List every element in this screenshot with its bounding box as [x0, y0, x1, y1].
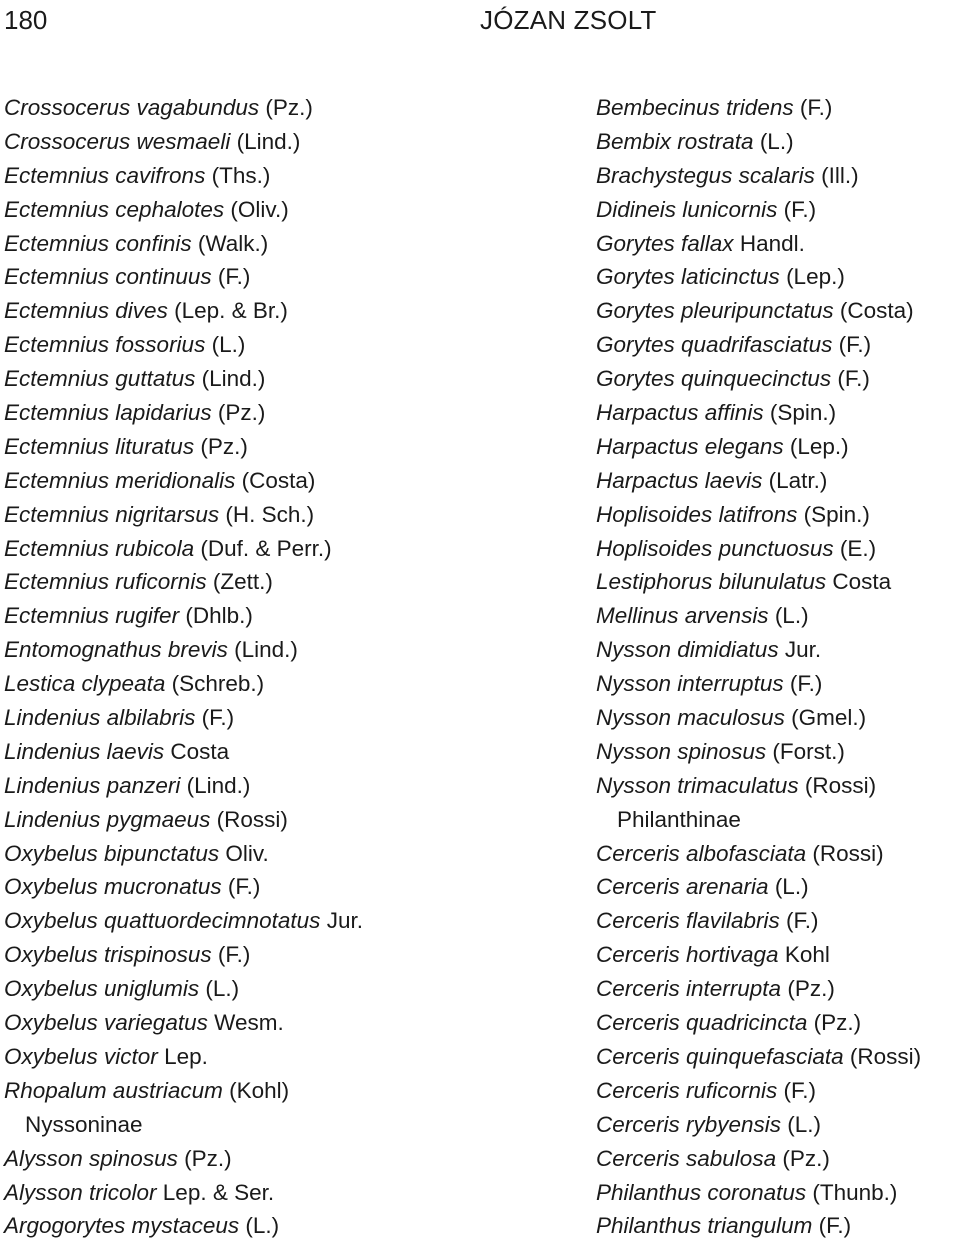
species-entry	[596, 870, 960, 904]
species-entry	[596, 498, 960, 532]
species-author: (Thunb.)	[806, 1179, 898, 1205]
species-author: (Lind.)	[180, 772, 251, 798]
species-entry	[4, 803, 564, 837]
species-entry	[596, 294, 960, 328]
species-entry	[596, 904, 960, 938]
species-author: (Lind.)	[195, 366, 266, 392]
species-author: Oliv.	[219, 840, 269, 866]
species-author: (F.)	[777, 196, 817, 222]
species-entry	[596, 633, 960, 667]
species-entry	[4, 837, 564, 871]
species-name: Oxybelus uniglumis	[4, 976, 200, 1002]
species-author: (L.)	[781, 1111, 822, 1137]
species-name: Gorytes pleuripunctatus	[596, 298, 834, 324]
species-entry	[596, 972, 960, 1006]
species-name: Ectemnius fossorius	[4, 332, 206, 358]
species-entry	[596, 1006, 960, 1040]
species-name: Argogorytes mystaceus	[4, 1213, 240, 1239]
species-author: (L.)	[205, 332, 246, 358]
species-author: Handl.	[733, 230, 805, 256]
species-name: Nysson trimaculatus	[596, 772, 799, 798]
species-name: Hoplisoides latifrons	[596, 501, 798, 527]
species-entry	[4, 125, 564, 159]
species-name: Oxybelus victor	[4, 1043, 158, 1069]
species-name: Cerceris arenaria	[596, 874, 769, 900]
species-entry	[4, 769, 564, 803]
species-entry	[596, 599, 960, 633]
species-author: (F.)	[783, 671, 823, 697]
species-author: (Pz.)	[211, 400, 266, 426]
species-entry	[4, 159, 564, 193]
species-entry	[4, 1006, 564, 1040]
species-author: Costa	[164, 738, 230, 764]
species-author: (Pz.)	[177, 1145, 232, 1171]
species-author: (F.)	[211, 942, 251, 968]
species-name: Nysson dimidiatus	[596, 637, 779, 663]
species-name: Cerceris sabulosa	[596, 1145, 777, 1171]
species-author: Lep. & Ser.	[156, 1179, 275, 1205]
species-name: Ectemnius lituratus	[4, 433, 195, 459]
species-name: Oxybelus variegatus	[4, 1010, 208, 1036]
species-name: Harpactus laevis	[596, 467, 763, 493]
species-entry	[4, 1209, 564, 1243]
species-author: Kohl	[778, 942, 830, 968]
species-entry	[596, 328, 960, 362]
species-author: (Rossi)	[798, 772, 877, 798]
species-entry	[4, 904, 564, 938]
species-name: Rhopalum austriacum	[4, 1077, 223, 1103]
species-entry	[596, 1142, 960, 1176]
species-entry	[596, 769, 960, 803]
species-entry	[4, 1176, 564, 1210]
species-name: Lestica clypeata	[4, 671, 166, 697]
species-entry	[4, 193, 564, 227]
species-name: Ectemnius rubicola	[4, 535, 195, 561]
species-author: (Rossi)	[806, 840, 884, 866]
species-name: Cerceris quinquefasciata	[596, 1043, 844, 1069]
species-entry	[596, 1176, 960, 1210]
species-name: Didineis lunicornis	[596, 196, 778, 222]
species-author: (Lep.)	[779, 264, 845, 290]
species-entry	[596, 125, 960, 159]
species-name: Cerceris ruficornis	[596, 1077, 778, 1103]
species-author: (Gmel.)	[784, 705, 867, 731]
species-name: Lindenius laevis	[4, 738, 165, 764]
species-name: Cerceris hortivaga	[596, 942, 779, 968]
species-entry	[4, 532, 564, 566]
species-name: Gorytes laticinctus	[596, 264, 780, 290]
species-author: (Rossi)	[210, 806, 288, 832]
species-author: (Forst.)	[766, 738, 845, 764]
species-author: Jur.	[320, 908, 363, 934]
species-author: (F.)	[779, 908, 819, 934]
species-author: (Lep. & Br.)	[167, 298, 288, 324]
species-entry	[4, 1142, 564, 1176]
species-name: Ectemnius rugifer	[4, 603, 180, 629]
species-name: Brachystegus scalaris	[596, 162, 815, 188]
species-entry	[4, 294, 564, 328]
species-entry	[4, 464, 564, 498]
species-author: Costa	[826, 569, 892, 595]
species-author: (F.)	[832, 332, 872, 358]
species-name: Nysson maculosus	[596, 705, 785, 731]
species-entry	[596, 735, 960, 769]
species-author: (Lind.)	[230, 128, 301, 154]
species-entry	[4, 667, 564, 701]
species-name: Crossocerus vagabundus	[4, 95, 260, 120]
species-entry	[596, 565, 960, 599]
species-entry	[4, 1074, 564, 1108]
subfamily-heading: Nyssoninae	[25, 1111, 143, 1137]
species-entry	[596, 260, 960, 294]
species-entry	[4, 599, 564, 633]
species-name: Gorytes fallax	[596, 230, 734, 256]
species-entry	[596, 1108, 960, 1142]
species-author: (Schreb.)	[165, 671, 265, 697]
species-name: Ectemnius meridionalis	[4, 467, 236, 493]
species-entry	[596, 532, 960, 566]
species-entry	[4, 870, 564, 904]
species-author: (F.)	[831, 366, 870, 392]
species-author: (L.)	[199, 976, 240, 1002]
species-name: Bembecinus tridens	[596, 95, 794, 120]
species-author: (F.)	[221, 874, 261, 900]
species-author: (F.)	[211, 264, 251, 290]
species-name: Alysson spinosus	[4, 1145, 178, 1171]
species-name: Nysson spinosus	[596, 738, 767, 764]
species-author: (Zett.)	[206, 569, 273, 595]
species-name: Hoplisoides punctuosus	[596, 535, 834, 561]
species-entry	[4, 938, 564, 972]
species-entry	[4, 565, 564, 599]
species-author: (Rossi)	[843, 1043, 922, 1069]
species-list-right-column	[596, 91, 960, 1243]
species-name: Lestiphorus bilunulatus	[596, 569, 827, 595]
species-author: (Pz.)	[781, 976, 835, 1002]
species-author: (F.)	[195, 705, 235, 731]
species-name: Cerceris albofasciata	[596, 840, 807, 866]
species-entry	[596, 430, 960, 464]
species-name: Alysson tricolor	[4, 1179, 157, 1205]
page-number: 180	[4, 5, 48, 35]
species-author: (H. Sch.)	[219, 501, 315, 527]
species-list-left-column	[4, 91, 564, 1243]
species-entry	[596, 1209, 960, 1243]
species-author: (Latr.)	[762, 467, 828, 493]
species-name: Ectemnius continuus	[4, 264, 212, 290]
species-author: (Pz.)	[259, 95, 313, 120]
species-entry	[4, 633, 564, 667]
species-name: Oxybelus bipunctatus	[4, 840, 220, 866]
species-name: Lindenius panzeri	[4, 772, 181, 798]
species-author: (Dhlb.)	[179, 603, 253, 629]
species-name: Ectemnius nigritarsus	[4, 501, 220, 527]
species-name: Ectemnius guttatus	[4, 366, 196, 392]
species-author: (Ill.)	[814, 162, 859, 188]
species-entry	[596, 227, 960, 261]
species-entry	[596, 1074, 960, 1108]
species-entry	[4, 701, 564, 735]
species-name: Gorytes quinquecinctus	[596, 366, 832, 392]
species-author: (F.)	[812, 1213, 852, 1239]
species-entry	[596, 1040, 960, 1074]
species-author: (Oliv.)	[224, 196, 289, 222]
species-name: Cerceris rybyensis	[596, 1111, 782, 1137]
species-name: Ectemnius lapidarius	[4, 400, 212, 426]
species-author: (Costa)	[833, 298, 914, 324]
species-author: (Pz.)	[776, 1145, 830, 1171]
species-author: (L.)	[753, 128, 794, 154]
species-name: Ectemnius cavifrons	[4, 162, 206, 188]
species-author: (Walk.)	[191, 230, 269, 256]
species-entry	[596, 464, 960, 498]
species-name: Crossocerus wesmaeli	[4, 128, 231, 154]
species-entry	[4, 1040, 564, 1074]
running-head-author: JÓZAN ZSOLT	[480, 5, 657, 35]
species-entry	[596, 837, 960, 871]
species-author: (Duf. & Perr.)	[194, 535, 332, 561]
species-entry	[596, 159, 960, 193]
species-name: Ectemnius cephalotes	[4, 196, 225, 222]
species-name: Ectemnius dives	[4, 298, 168, 324]
species-name: Entomognathus brevis	[4, 637, 228, 663]
species-entry	[596, 667, 960, 701]
species-author: (Costa)	[235, 467, 316, 493]
species-name: Oxybelus quattuordecimnotatus	[4, 908, 321, 934]
species-author: Lep.	[157, 1043, 208, 1069]
species-entry	[596, 396, 960, 430]
species-name: Cerceris interrupta	[596, 976, 782, 1002]
species-entry	[4, 735, 564, 769]
species-author: (F.)	[777, 1077, 817, 1103]
species-entry	[4, 227, 564, 261]
species-name: Mellinus arvensis	[596, 603, 769, 629]
species-name: Philanthus triangulum	[596, 1213, 813, 1239]
species-author: (L.)	[768, 874, 809, 900]
species-name: Lindenius albilabris	[4, 705, 196, 731]
species-author: Jur.	[778, 637, 822, 663]
species-author: (L.)	[239, 1213, 280, 1239]
species-name: Harpactus affinis	[596, 400, 764, 426]
species-author: (L.)	[768, 603, 809, 629]
species-entry	[4, 498, 564, 532]
species-entry	[596, 91, 960, 125]
species-entry	[596, 701, 960, 735]
species-author: (Spin.)	[797, 501, 870, 527]
species-author: (Ths.)	[205, 162, 271, 188]
species-entry	[4, 972, 564, 1006]
species-author: Wesm.	[207, 1010, 284, 1036]
species-entry	[4, 91, 564, 125]
species-author: (F.)	[793, 95, 833, 120]
species-entry	[596, 193, 960, 227]
species-author: (Pz.)	[194, 433, 248, 459]
species-name: Cerceris quadricincta	[596, 1010, 808, 1036]
species-author: (Pz.)	[807, 1010, 862, 1036]
species-name: Cerceris flavilabris	[596, 908, 780, 934]
species-name: Ectemnius ruficornis	[4, 569, 207, 595]
species-author: (Spin.)	[763, 400, 837, 426]
species-entry	[4, 430, 564, 464]
species-author: (E.)	[833, 535, 877, 561]
species-name: Gorytes quadrifasciatus	[596, 332, 833, 358]
species-entry	[4, 362, 564, 396]
species-entry	[4, 328, 564, 362]
species-entry	[4, 260, 564, 294]
species-name: Harpactus elegans	[596, 433, 784, 459]
species-name: Ectemnius confinis	[4, 230, 192, 256]
species-name: Oxybelus mucronatus	[4, 874, 222, 900]
species-name: Lindenius pygmaeus	[4, 806, 211, 832]
species-author: (Lep.)	[783, 433, 849, 459]
species-name: Nysson interruptus	[596, 671, 784, 697]
subfamily-heading: Philanthinae	[617, 806, 741, 832]
species-entry	[596, 938, 960, 972]
species-name: Bembix rostrata	[596, 128, 754, 154]
species-name: Philanthus coronatus	[596, 1179, 807, 1205]
species-entry	[4, 396, 564, 430]
species-author: (Lind.)	[227, 637, 298, 663]
species-name: Oxybelus trispinosus	[4, 942, 212, 968]
species-author: (Kohl)	[222, 1077, 290, 1103]
species-entry	[596, 362, 960, 396]
